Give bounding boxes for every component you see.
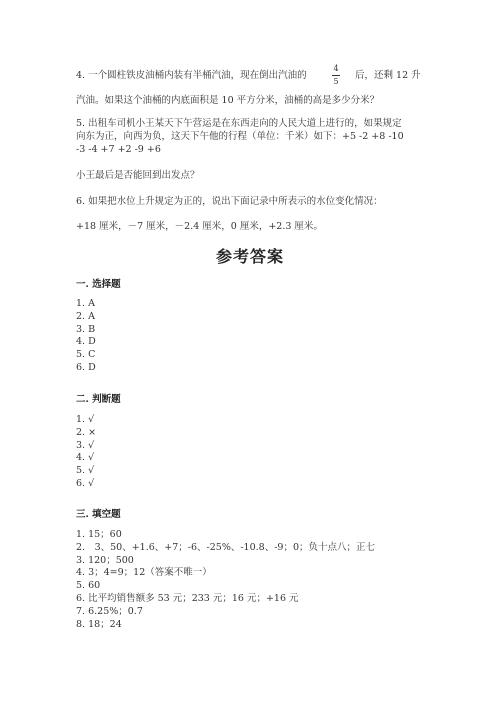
list-item: 1. A [76, 298, 95, 309]
fill-answer-list [76, 529, 375, 631]
list-item: 4. √ [76, 452, 95, 464]
list-item: 2. 3、50、+1.6、+7；-6、-25%、-10.8、-9；0；负十点八；正七 [76, 541, 376, 553]
q5-line3-text: -3 -4 +7 +2 -9 +6 [76, 144, 161, 155]
list-item: 2. × [76, 426, 97, 438]
q5-line1-text: 5. 出租车司机小王某天下午营运是在东西走向的人民大道上进行的，如果规定 [76, 118, 402, 129]
list-item: 5. √ [76, 465, 95, 477]
list-item: 5. 60 [76, 580, 101, 592]
q4-fraction-bar [332, 75, 340, 76]
choice-answer-list [76, 298, 96, 375]
q4-line1-tail: 后，还剩 12 升 [355, 70, 421, 81]
list-item: 4. 3；4=9；12（答案不唯一） [76, 567, 212, 579]
q6-line1-text: 6. 如果把水位上升规定为正的，说出下面记录中所表示的水位变化情况： [76, 196, 383, 207]
q4-line2-text: 汽油。如果这个油桶的内底面积是 10 平方分米，油桶的高是多少分米？ [76, 95, 380, 106]
list-item: 1. √ [76, 414, 95, 425]
section-heading-fill: 三. 填空题 [76, 509, 121, 520]
answers-title: 参考答案 [216, 247, 285, 266]
list-item: 3. √ [76, 439, 95, 451]
list-item: 3. 120；500 [76, 554, 134, 566]
list-item: 2. A [76, 310, 95, 322]
judgement-answer-list [76, 414, 96, 491]
q5-line2-text: 向东为正，向西为负，这天下午他的行程（单位：千米）如下：+5 -2 +8 -10 [76, 131, 404, 142]
section-heading-judgement: 二. 判断题 [76, 394, 121, 405]
q4-line1-text: 4. 一个圆柱铁皮油桶内装有半桶汽油，现在倒出汽油的 [76, 70, 307, 81]
list-item: 6. 比平均销售额多 53 元；233 元；16 元；+16 元 [76, 592, 299, 604]
list-item: 5. C [76, 349, 96, 361]
q5-line4-text: 小王最后是否能回到出发点？ [76, 170, 200, 181]
q6-line2-text: +18 厘米，－7 厘米，－2.4 厘米，0 厘米，+2.3 厘米。 [76, 221, 323, 232]
list-item: 1. 15；60 [76, 529, 122, 540]
section-heading-choice: 一. 选择题 [76, 279, 121, 290]
q4-fraction-denominator: 5 [333, 77, 339, 86]
list-item: 6. D [76, 361, 96, 373]
list-item: 4. D [76, 336, 96, 348]
q4-fraction-numerator: 4 [333, 64, 339, 73]
list-item: 7. 6.25%；0.7 [76, 605, 143, 617]
list-item: 3. B [76, 323, 96, 335]
list-item: 6. √ [76, 477, 95, 489]
list-item: 8. 18；24 [76, 618, 122, 630]
